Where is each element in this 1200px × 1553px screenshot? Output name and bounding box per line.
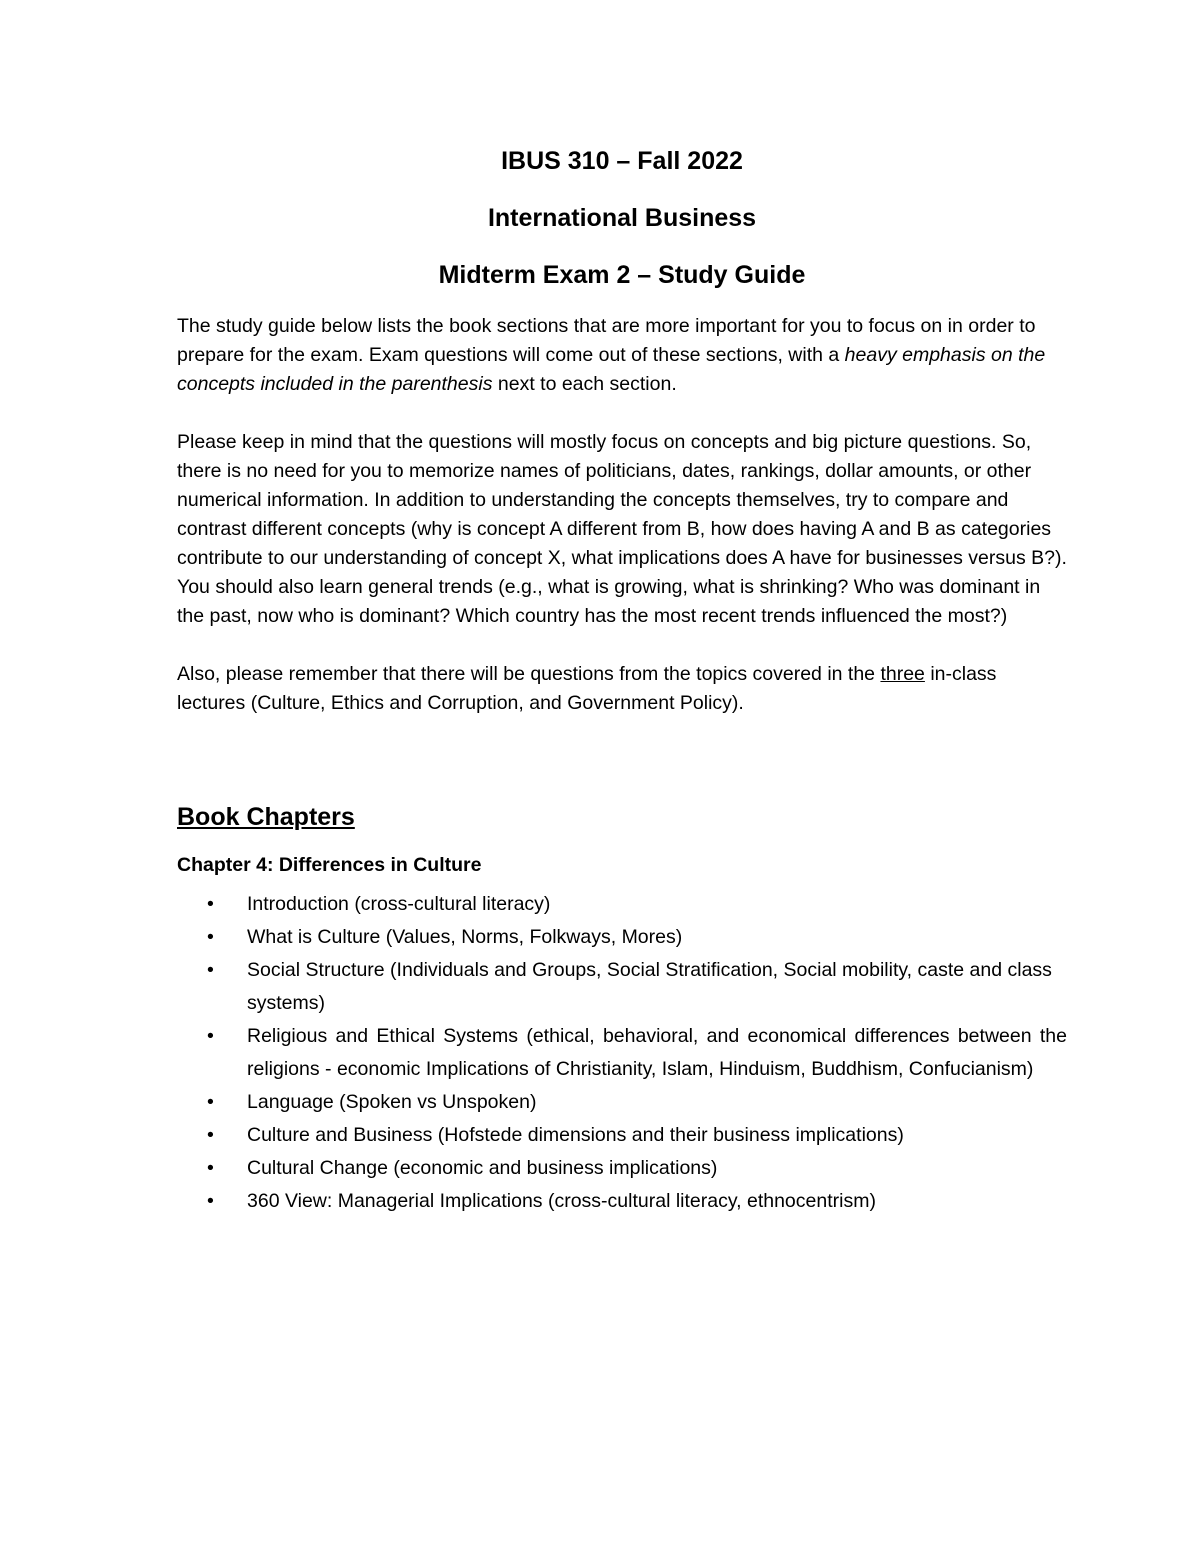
focus-paragraph: Please keep in mind that the questions will mostly focus on concepts and big picture questions. So, there is no need for you to memorize names of politicians, dates, rankings, dollar amounts, or other numerical information. In addition to understanding the concepts themselves, try to compare and contrast different concepts (why is concept A different from B, how does having A and B as categories contribute to our understanding of concept X, what implications does A have for businesses versus B?). You should also learn general trends (e.g., what is growing, what is shrinking? Who was dominant in the past, now who is dominant? Which country has the most recent trends influenced the most?) bbox=[177, 431, 1067, 627]
subject-title: International Business bbox=[487, 204, 757, 232]
exam-title: Midterm Exam 2 – Study Guide bbox=[438, 261, 806, 289]
bullet-icon: • bbox=[207, 893, 214, 915]
bullet-icon: • bbox=[207, 1124, 214, 1146]
list-item-text: 360 View: Managerial Implications (cross-cultural literacy, ethnocentrism) bbox=[247, 1190, 876, 1212]
list-item-text: Cultural Change (economic and business implications) bbox=[247, 1157, 718, 1179]
chapter-topic-list bbox=[177, 888, 1067, 1218]
list-item-text: Religious and Ethical Systems (ethical, behavioral, and economical differences between the religions - economic Implications of Christianity, Islam, Hinduism, Buddhism, Confucianism) bbox=[247, 1025, 1067, 1080]
chapter-title: Chapter 4: Differences in Culture bbox=[177, 854, 482, 876]
list-item-text: Introduction (cross-cultural literacy) bbox=[247, 893, 551, 915]
list-item bbox=[177, 1020, 1067, 1086]
course-title: IBUS 310 – Fall 2022 bbox=[501, 147, 743, 175]
list-item bbox=[177, 1152, 1067, 1185]
bullet-icon: • bbox=[207, 926, 214, 948]
list-item bbox=[177, 1086, 1067, 1119]
lectures-text-end: in-class lectures (Culture, Ethics and Corruption, and Government Policy). bbox=[177, 663, 997, 714]
list-item bbox=[177, 1185, 1067, 1218]
bullet-icon: • bbox=[207, 1091, 214, 1113]
intro-text-end: next to each section. bbox=[492, 373, 677, 395]
bullet-icon: • bbox=[207, 1025, 214, 1047]
list-item-text: Social Structure (Individuals and Groups, Social Stratification, Social mobility, caste and class systems) bbox=[247, 959, 1052, 1014]
list-item-text: What is Culture (Values, Norms, Folkways, Mores) bbox=[247, 926, 683, 948]
list-item-text: Language (Spoken vs Unspoken) bbox=[247, 1091, 537, 1113]
bullet-icon: • bbox=[207, 1190, 214, 1212]
list-item bbox=[177, 1119, 1067, 1152]
book-chapters-heading: Book Chapters bbox=[177, 803, 355, 831]
document-page bbox=[177, 140, 1067, 1218]
list-item-text: Culture and Business (Hofstede dimensions and their business implications) bbox=[247, 1124, 904, 1146]
lectures-text-start: Also, please remember that there will be questions from the topics covered in the bbox=[177, 663, 881, 685]
list-item bbox=[177, 921, 1067, 954]
bullet-icon: • bbox=[207, 959, 214, 981]
lectures-paragraph bbox=[177, 660, 1067, 718]
intro-text-start: The study guide below lists the book sections that are more important for you to focus on in order to prepare for the exam. Exam questions will come out of these sections, with a bbox=[177, 315, 1036, 366]
list-item bbox=[177, 888, 1067, 921]
bullet-icon: • bbox=[207, 1157, 214, 1179]
intro-paragraph bbox=[177, 312, 1067, 399]
intro-emphasis: heavy emphasis on the concepts included in the parenthesis bbox=[177, 344, 1046, 395]
lectures-underlined-word: three bbox=[880, 663, 925, 685]
list-item bbox=[177, 954, 1067, 1020]
